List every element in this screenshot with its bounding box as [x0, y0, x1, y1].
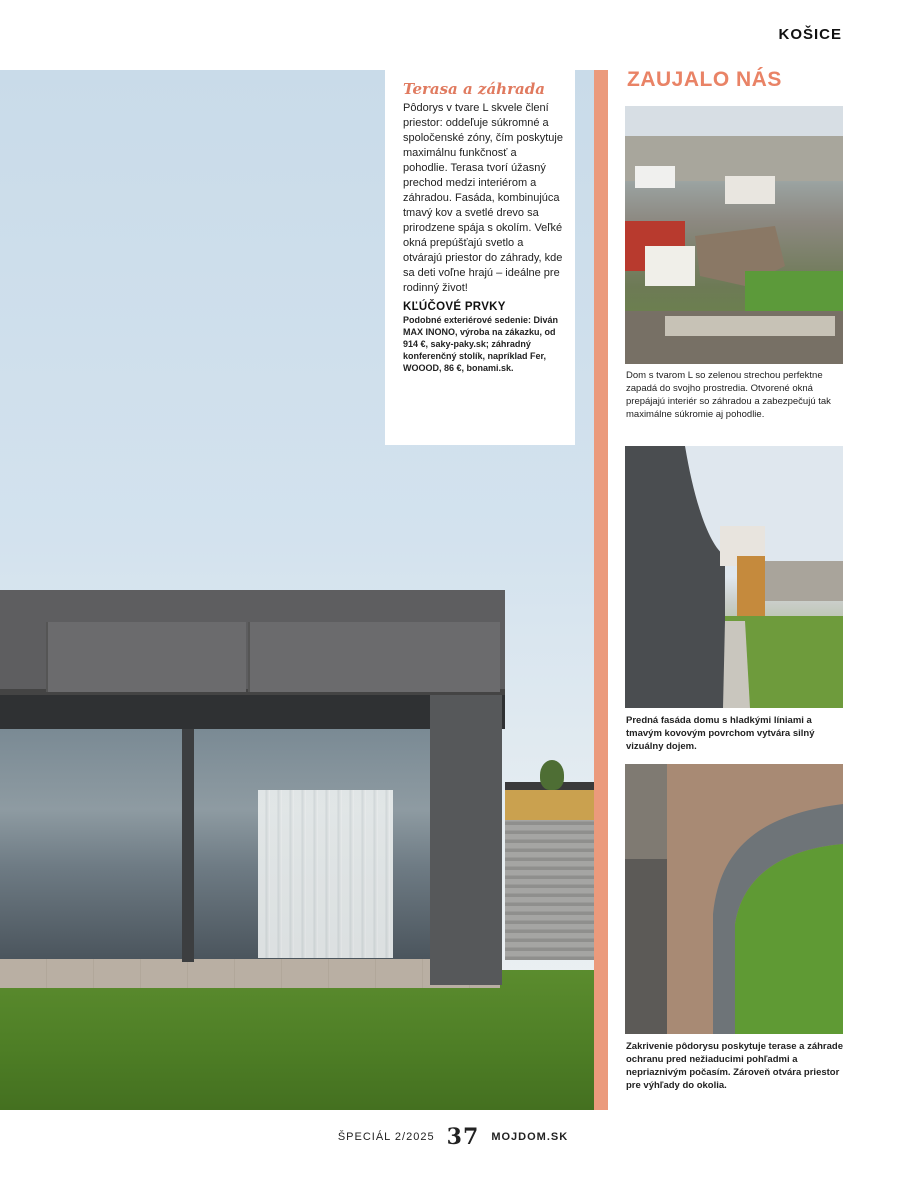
website-label: MOJDOM.SK	[491, 1131, 569, 1143]
box-body: Pôdorys v tvare L skvele člení priestor: oddeľuje súkromné a spoločenské zóny, čím poskytuje maximálnu funkčnosť a pohodlie. Terasa tvorí úžasný prechod medzi interiérom a záhradou. Fasáda, kombinujúca tmavý kov a svetlé drevo sa prirodzene spája s okolím. Veľké okná prepúšťajú svetlo a otvárajú priestor do záhrady, kde sa deti voľne hrajú – ideálne pre rodinný život!	[403, 102, 563, 294]
box-title: Terasa a záhrada	[403, 80, 545, 98]
page-number: 37	[446, 1124, 480, 1150]
feature-text-box	[385, 70, 575, 445]
product-credits: Podobné exteriérové sedenie: Diván MAX INONO, výroba na zákazku, od 914 €, saky-paky.sk; záhradný konferenčný stolík, napríklad Fer, WOOOD, 86 €, bonami.sk.	[403, 315, 559, 373]
sidebar-heading: ZAUJALO NÁS	[627, 68, 782, 91]
accent-bar	[594, 70, 608, 1110]
aerial-photo	[625, 106, 843, 364]
photo-caption-3: Zakrivenie pôdorysu poskytuje terase a záhrade ochranu pred nežiaducimi pohľadmi a nepriaznivým počasím. Zároveň otvára priestor pre výhľady do okolia.	[626, 1041, 844, 1091]
photo-caption-1: Dom s tvarom L so zelenou strechou perfektne zapadá do svojho prostredia. Otvorené okná prepájajú interiér so záhradou a zabezpečujú tak maximálne súkromie aj pohodlie.	[626, 370, 831, 420]
green-roof-photo	[625, 764, 843, 1034]
facade-photo	[625, 446, 843, 708]
photo-caption-2: Predná fasáda domu s hladkými líniami a tmavým kovovým povrchom vytvára silný vizuálny dojem.	[626, 715, 815, 752]
page-footer	[0, 1124, 906, 1150]
section-label: KOŠICE	[778, 26, 842, 43]
panel-corner-fold	[575, 70, 594, 445]
issue-label: ŠPECIÁL 2/2025	[337, 1131, 435, 1143]
key-elements-heading: KĽÚČOVÉ PRVKY	[403, 301, 506, 313]
